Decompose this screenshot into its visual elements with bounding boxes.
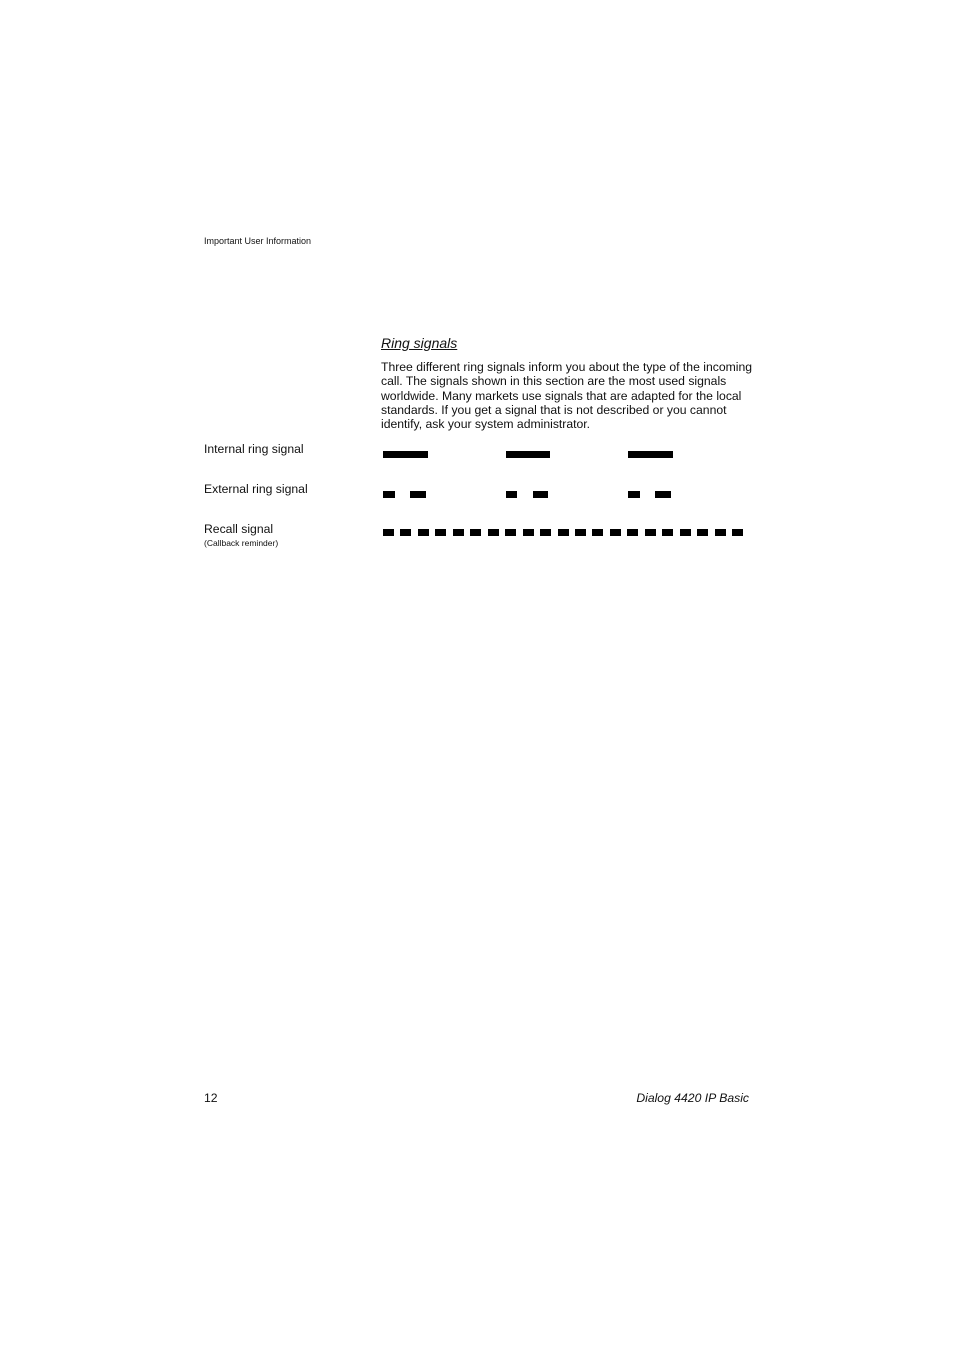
pulse xyxy=(610,529,621,536)
signal-pattern-external xyxy=(0,491,954,499)
pulse xyxy=(523,529,534,536)
pulse xyxy=(435,529,446,536)
pulse xyxy=(453,529,464,536)
pulse xyxy=(506,451,550,458)
intro-paragraph: Three different ring signals inform you about the type of the incoming call. The signals shown in this section are the most used signals worldwide. Many markets use signals that are adapted for the local standards. If you get a signal that is not described or you cannot identify, ask your system administrator. xyxy=(381,360,753,432)
signal-label-recall: Recall signal xyxy=(204,522,274,536)
pulse xyxy=(383,529,394,536)
pulse xyxy=(662,529,673,536)
pulse xyxy=(383,451,428,458)
pulse xyxy=(488,529,499,536)
product-name: Dialog 4420 IP Basic xyxy=(636,1091,749,1105)
running-header: Important User Information xyxy=(204,236,312,246)
pulse xyxy=(418,529,429,536)
pulse xyxy=(533,491,548,498)
pulse xyxy=(400,529,411,536)
pulse xyxy=(410,491,426,498)
page-number: 12 xyxy=(204,1091,218,1105)
pulse xyxy=(655,491,671,498)
signal-label-internal: Internal ring signal xyxy=(204,442,304,456)
pulse xyxy=(558,529,569,536)
signal-pattern-recall xyxy=(0,529,954,537)
pulse xyxy=(505,529,516,536)
signal-pattern-internal xyxy=(0,451,954,459)
pulse xyxy=(628,491,640,498)
pulse xyxy=(732,529,743,536)
signal-sublabel-recall: (Callback reminder) xyxy=(204,538,279,548)
pulse xyxy=(470,529,481,536)
pulse xyxy=(575,529,586,536)
pulse xyxy=(697,529,708,536)
pulse xyxy=(592,529,603,536)
pulse xyxy=(506,491,517,498)
pulse xyxy=(627,529,638,536)
pulse xyxy=(383,491,395,498)
pulse xyxy=(628,451,673,458)
pulse xyxy=(680,529,691,536)
pulse xyxy=(645,529,656,536)
pulse xyxy=(540,529,551,536)
section-title: Ring signals xyxy=(381,335,458,351)
pulse xyxy=(715,529,726,536)
signal-label-external: External ring signal xyxy=(204,482,308,496)
